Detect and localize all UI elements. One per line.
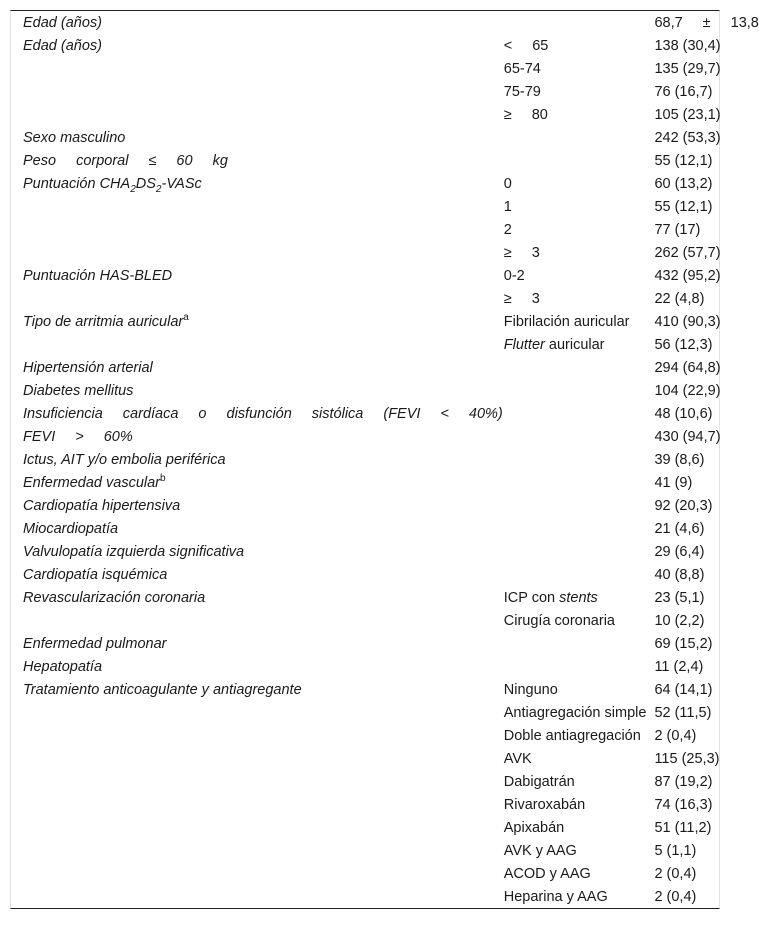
table-row [11,747,759,770]
row-value: 52 (11,5) [654,704,712,721]
row-value: 68,7 ± 13,8 [654,14,759,31]
row-label: Valvulopatía izquierda significativa [23,543,245,560]
row-category [503,655,647,678]
row-category: Flutter auricular [503,336,605,353]
table-row [11,310,759,333]
row-category [503,494,647,517]
row-value: 294 (64,8) [654,359,721,376]
row-label: Enfermedad pulmonar [23,635,167,652]
row-label [11,241,503,264]
table-row [11,839,759,862]
table-row [11,494,759,517]
row-value: 29 (6,4) [654,543,705,560]
row-category: AVK y AAG [503,842,577,859]
table-row [11,11,759,34]
table-row [11,57,759,80]
table-row [11,402,759,425]
table-row [11,770,759,793]
row-label [11,724,503,747]
row-label [11,609,503,632]
row-label [11,816,503,839]
row-value: 64 (14,1) [654,681,713,698]
row-label: Ictus, AIT y/o embolia periférica [23,451,226,468]
table-row [11,126,759,149]
row-value: 55 (12,1) [654,152,713,169]
row-value: 77 (17) [654,221,701,238]
table-row [11,264,759,287]
table-row [11,563,759,586]
row-value: 5 (1,1) [654,842,697,859]
row-category: Heparina y AAG [503,888,608,905]
row-label: Edad (años) [23,37,102,54]
row-label: Cardiopatía isquémica [23,566,168,583]
table-row [11,885,759,908]
row-category: Dabigatrán [503,773,575,790]
row-label: Tipo de arritmia auricular$^a$ [23,311,189,330]
row-category: Rivaroxabán [503,796,586,813]
row-value: 21 (4,6) [654,520,705,537]
table-row [11,586,759,609]
row-category [503,632,647,655]
table-row [11,632,759,655]
row-value: 138 (30,4) [654,37,721,54]
row-label: Sexo masculino [23,129,126,146]
table-row [11,195,759,218]
row-label: Insuficiencia cardíaca o disfunción sistólica (FEVI < 40%) [23,405,503,422]
row-value: 76 (16,7) [654,83,713,100]
row-category: Ninguno [503,681,558,698]
row-category: Cirugía coronaria [503,612,615,629]
row-category [503,356,647,379]
table-row [11,287,759,310]
row-category [503,448,647,471]
row-label [11,770,503,793]
row-value: 87 (19,2) [654,773,713,790]
row-value: 56 (12,3) [654,336,713,353]
row-category [503,149,647,172]
row-value: 2 (0,4) [654,727,697,744]
table-row [11,241,759,264]
row-category: ACOD y AAG [503,865,591,882]
characteristics-table [11,11,759,908]
table-row [11,471,759,494]
table-row [11,333,759,356]
row-category: 65-74 [503,60,541,77]
row-value: 51 (11,2) [654,819,712,836]
row-label: Diabetes mellitus [23,382,134,399]
row-value: 105 (23,1) [654,106,721,123]
row-label [11,103,503,126]
row-value: 69 (15,2) [654,635,713,652]
table-row [11,80,759,103]
row-category: AVK [503,750,532,767]
row-label: Revascularización coronaria [23,589,206,606]
row-value: 135 (29,7) [654,60,721,77]
table-row [11,34,759,57]
row-label [11,885,503,908]
row-label [11,747,503,770]
row-category: 75-79 [503,83,541,100]
row-label [11,287,503,310]
row-category [503,126,647,149]
row-category [503,517,647,540]
row-category: ≥ 3 [503,290,540,307]
row-label: Peso corporal ≤ 60 kg [23,152,228,169]
row-label: Cardiopatía hipertensiva [23,497,181,514]
row-label: Hipertensión arterial [23,359,153,376]
table-row [11,816,759,839]
row-category [503,563,647,586]
row-category: Antiagregación simple [503,704,647,721]
row-category: < 65 [503,37,549,54]
row-value: 242 (53,3) [654,129,721,146]
table-row [11,517,759,540]
table-row [11,540,759,563]
row-label [11,793,503,816]
row-value: 41 (9) [654,474,693,491]
table-row [11,172,759,195]
table-row [11,149,759,172]
row-category [503,540,647,563]
row-value: 74 (16,3) [654,796,713,813]
row-label: Enfermedad vascular$^b$ [23,472,166,491]
row-category: 0 [503,175,512,192]
table-row [11,724,759,747]
table-row [11,793,759,816]
row-label [11,80,503,103]
row-category [503,402,647,425]
characteristics-table-container [10,10,759,909]
row-category [503,11,647,34]
table-row [11,609,759,632]
row-value: 432 (95,2) [654,267,721,284]
row-value: 92 (20,3) [654,497,713,514]
row-value: 115 (25,3) [654,750,720,767]
row-category: 1 [503,198,512,215]
row-label [11,195,503,218]
row-category: ≥ 80 [503,106,548,123]
row-label [11,839,503,862]
row-value: 22 (4,8) [654,290,705,307]
row-value: 262 (57,7) [654,244,721,261]
row-label: Hepatopatía [23,658,103,675]
row-value: 60 (13,2) [654,175,713,192]
row-label: Tratamiento anticoagulante y antiagregante [23,681,302,698]
table-row [11,103,759,126]
row-value: 10 (2,2) [654,612,705,629]
row-category: Fibrilación auricular [503,313,630,330]
table-row [11,655,759,678]
table-row [11,425,759,448]
row-label: FEVI > 60% [23,428,133,445]
row-label [11,333,503,356]
row-category [503,379,647,402]
row-category: Apixabán [503,819,565,836]
row-value: 40 (8,8) [654,566,705,583]
row-value: 23 (5,1) [654,589,705,606]
row-category [503,471,647,494]
row-category: ICP con stents [503,589,598,606]
table-row [11,678,759,701]
row-label [11,218,503,241]
table-row [11,701,759,724]
table-row [11,218,759,241]
row-value: 2 (0,4) [654,888,697,905]
row-value: 55 (12,1) [654,198,713,215]
row-value: 2 (0,4) [654,865,697,882]
row-category [503,425,647,448]
table-row [11,862,759,885]
row-category: ≥ 3 [503,244,540,261]
row-label: Puntuación HAS-BLED [23,267,173,284]
row-value: 410 (90,3) [654,313,721,330]
row-label [11,701,503,724]
row-value: 430 (94,7) [654,428,721,445]
row-label [11,57,503,80]
row-value: 48 (10,6) [654,405,713,422]
row-label: Puntuación $CHA_2DS_2$-VASc [23,175,202,195]
row-category: 2 [503,221,512,238]
table-row [11,379,759,402]
table-row [11,356,759,379]
row-label [11,862,503,885]
row-value: 11 (2,4) [654,658,704,675]
row-label: Miocardiopatía [23,520,119,537]
row-value: 39 (8,6) [654,451,705,468]
row-label: Edad (años) [23,14,102,31]
row-category: Doble antiagregación [503,727,641,744]
row-value: 104 (22,9) [654,382,721,399]
table-row [11,448,759,471]
row-category: 0-2 [503,267,525,284]
table-body [11,11,759,908]
